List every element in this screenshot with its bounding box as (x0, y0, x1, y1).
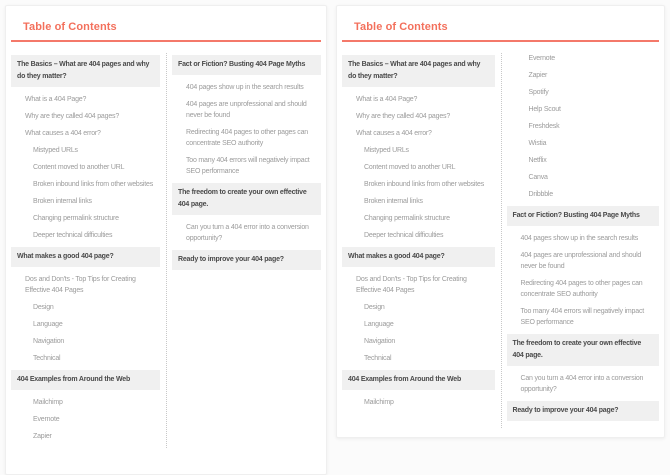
toc-link[interactable]: Design (33, 304, 54, 311)
toc-column-right (501, 53, 660, 428)
toc-link[interactable]: Technical (33, 355, 61, 362)
toc-link[interactable]: Too many 404 errors will negatively impact SEO performance (520, 308, 644, 326)
toc-link[interactable]: 404 pages show up in the search results (520, 235, 638, 242)
toc-link[interactable]: Broken internal links (33, 198, 92, 205)
toc-section-heading[interactable]: Fact or Fiction? Busting 404 Page Myths (172, 55, 321, 75)
toc-section-heading[interactable]: Ready to improve your 404 page? (507, 401, 660, 421)
toc-link[interactable]: Broken internal links (364, 198, 423, 205)
toc-section-heading[interactable]: Ready to improve your 404 page? (172, 250, 321, 270)
toc-link[interactable]: Netflix (528, 157, 547, 164)
toc-column-left (342, 53, 501, 428)
toc-link[interactable]: Content moved to another URL (364, 164, 456, 171)
toc-columns (11, 53, 321, 448)
toc-link[interactable]: Mistyped URLs (364, 147, 409, 154)
toc-section-heading[interactable]: What makes a good 404 page? (342, 247, 495, 267)
toc-link[interactable]: Why are they called 404 pages? (25, 113, 120, 120)
toc-columns (342, 53, 659, 428)
toc-link[interactable]: Redirecting 404 pages to other pages can concentrate SEO authority (520, 280, 643, 298)
toc-link[interactable]: Changing permalink structure (364, 215, 450, 222)
toc-link[interactable]: 404 pages are unprofessional and should never be found (520, 252, 642, 270)
toc-link[interactable]: Freshdesk (528, 123, 560, 130)
toc-title: Table of Contents (23, 21, 117, 33)
toc-link[interactable]: Technical (364, 355, 392, 362)
toc-link[interactable]: Zapier (528, 72, 548, 79)
toc-link[interactable]: Too many 404 errors will negatively impact SEO performance (186, 157, 310, 175)
toc-link[interactable]: Spotify (528, 89, 549, 96)
toc-link[interactable]: Dribbble (528, 191, 553, 198)
toc-section-heading[interactable]: The Basics – What are 404 pages and why do they matter? (11, 55, 160, 87)
toc-link[interactable]: Mistyped URLs (33, 147, 78, 154)
toc-title: Table of Contents (354, 21, 448, 33)
toc-title-underline (11, 40, 321, 42)
toc-section-heading[interactable]: Fact or Fiction? Busting 404 Page Myths (507, 206, 660, 226)
toc-link[interactable]: Help Scout (528, 106, 561, 113)
toc-section-heading[interactable]: The freedom to create your own effective 404 page. (172, 183, 321, 215)
toc-link[interactable]: Can you turn a 404 error into a conversion opportunity? (186, 224, 309, 242)
toc-link[interactable]: Mailchimp (33, 399, 63, 406)
toc-link[interactable]: Dos and Don'ts - Top Tips for Creating Effective 404 Pages (356, 276, 467, 294)
toc-link[interactable]: Navigation (33, 338, 65, 345)
toc-link[interactable]: Zapier (33, 433, 52, 440)
toc-link[interactable]: Mailchimp (364, 399, 394, 406)
toc-link[interactable]: 404 pages show up in the search results (186, 84, 304, 91)
toc-link[interactable]: 404 pages are unprofessional and should never be found (186, 101, 307, 119)
toc-link[interactable]: What causes a 404 error? (25, 130, 101, 137)
toc-section-heading[interactable]: The Basics – What are 404 pages and why do they matter? (342, 55, 495, 87)
toc-link[interactable]: Language (364, 321, 394, 328)
toc-link[interactable]: Language (33, 321, 63, 328)
toc-link[interactable]: Broken inbound links from other websites (33, 181, 154, 188)
toc-column-right (166, 53, 321, 448)
toc-link[interactable]: Design (364, 304, 385, 311)
toc-section-heading[interactable]: 404 Examples from Around the Web (342, 370, 495, 390)
toc-link[interactable]: Can you turn a 404 error into a conversion opportunity? (520, 375, 644, 393)
toc-link[interactable]: Deeper technical difficulties (364, 232, 444, 239)
toc-panel-right (336, 5, 665, 438)
toc-column-left (11, 53, 166, 448)
toc-link[interactable]: What is a 404 Page? (25, 96, 87, 103)
toc-section-heading[interactable]: What makes a good 404 page? (11, 247, 160, 267)
toc-link[interactable]: Broken inbound links from other websites (364, 181, 485, 188)
toc-link[interactable]: Evernote (528, 55, 555, 62)
toc-link[interactable]: Deeper technical difficulties (33, 232, 113, 239)
toc-link[interactable]: Changing permalink structure (33, 215, 119, 222)
toc-link[interactable]: Dos and Don'ts - Top Tips for Creating Effective 404 Pages (25, 276, 136, 294)
toc-link[interactable]: What causes a 404 error? (356, 130, 432, 137)
toc-link[interactable]: Navigation (364, 338, 396, 345)
toc-section-heading[interactable]: 404 Examples from Around the Web (11, 370, 160, 390)
toc-title-underline (342, 40, 659, 42)
toc-link[interactable]: Evernote (33, 416, 60, 423)
toc-link[interactable]: Redirecting 404 pages to other pages can concentrate SEO authority (186, 129, 308, 147)
toc-panel-left (5, 5, 327, 475)
toc-link[interactable]: What is a 404 Page? (356, 96, 418, 103)
toc-section-heading[interactable]: The freedom to create your own effective 404 page. (507, 334, 660, 366)
toc-link[interactable]: Content moved to another URL (33, 164, 125, 171)
toc-link[interactable]: Why are they called 404 pages? (356, 113, 451, 120)
toc-link[interactable]: Canva (528, 174, 548, 181)
toc-link[interactable]: Wistia (528, 140, 547, 147)
